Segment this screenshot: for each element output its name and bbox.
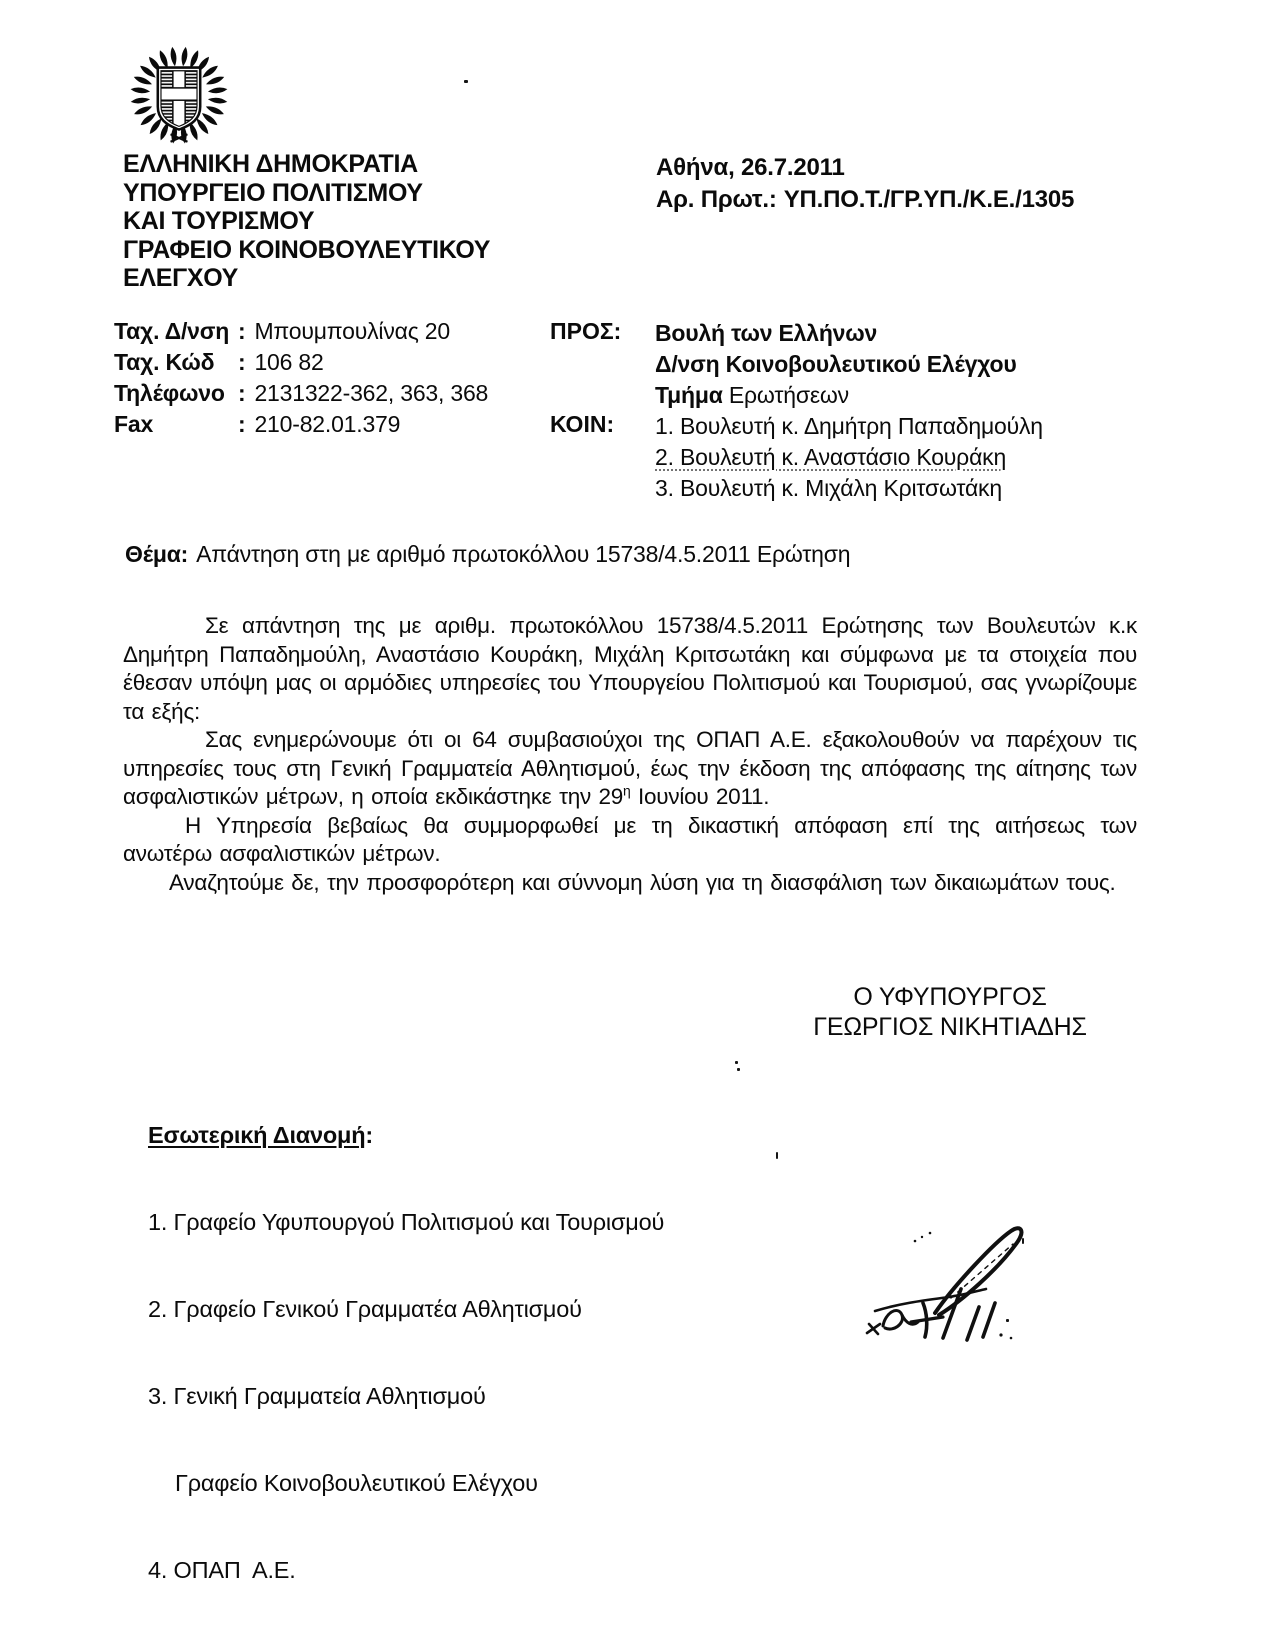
contact-value: 2131322-362, 363, 368 bbox=[254, 380, 489, 406]
contact-row: Fax : 210-82.01.379 bbox=[114, 411, 401, 437]
cc-line: 2. Βουλευτή κ. Αναστάσιο Κουράκη bbox=[655, 444, 1007, 470]
contact-row: Ταχ. Κώδ : 106 82 bbox=[114, 349, 324, 375]
scan-speck bbox=[464, 80, 468, 83]
subject-label: Θέμα: bbox=[125, 541, 189, 567]
distribution-heading: Εσωτερική Διανομή: bbox=[148, 1122, 374, 1148]
to-label: ΠΡΟΣ: bbox=[550, 318, 622, 344]
distribution-item-subline: Γραφείο Κοινοβουλευτικού Ελέγχου bbox=[175, 1470, 538, 1496]
cc-line: 3. Βουλευτή κ. Μιχάλη Κριτσωτάκη bbox=[655, 475, 1002, 501]
signer-name: ΓΕΩΡΓΙΟΣ ΝΙΚΗΤΙΑΔΗΣ bbox=[813, 1013, 1087, 1041]
scan-speck bbox=[1006, 1319, 1009, 1322]
cc-line: 1. Βουλευτή κ. Δημήτρη Παπαδημούλη bbox=[655, 413, 1043, 439]
contact-row: Ταχ. Δ/νση : Μπουμπουλίνας 20 bbox=[114, 318, 450, 344]
scan-speck bbox=[776, 1152, 778, 1159]
contact-value: Μπουμπουλίνας 20 bbox=[254, 318, 450, 344]
hellenic-republic-emblem-icon bbox=[126, 40, 232, 146]
body-paragraph: Σας ενημερώνουμε ότι οι 64 συμβασιούχοι της ΟΠΑΠ Α.Ε. εξακολουθούν να παρέχουν τις υπηρεσίες τους στη Γενική Γραμματεία Αθλητισμού, έως την έκδοση της απόφασης της αίτησης των ασφαλιστικών μέτρων, η οποία εκδικάστηκε την $29^\eta$ Ιουνίου 2011. bbox=[123, 727, 1137, 809]
signer-title: Ο ΥΦΥΠΟΥΡΓΟΣ bbox=[853, 983, 1047, 1011]
subject-line bbox=[125, 541, 850, 568]
recipient-line: Δ/νση Κοινοβουλευτικού Ελέγχου bbox=[655, 351, 1017, 377]
contact-value: 106 82 bbox=[254, 349, 324, 375]
recipient-line: Βουλή των Ελλήνων bbox=[655, 320, 878, 346]
distribution-item: 2. Γραφείο Γενικού Γραμματέα Αθλητισμού bbox=[148, 1296, 582, 1322]
recipients-list bbox=[655, 318, 1043, 504]
distribution-item: 1. Γραφείο Υφυπουργού Πολιτισμού και Τουρισμού bbox=[148, 1209, 665, 1235]
body-paragraph: Σε απάντηση της με αριθμ. πρωτοκόλλου 15738/4.5.2011 Ερώτησης των Βουλευτών κ.κ Δημήτρη Παπαδημούλη, Αναστάσιο Κουράκη, Μιχάλη Κριτσωτάκη και σύμφωνα με τα στοιχεία που έθεσαν υπόψη μας οι αρμόδιες υπηρεσίες του Υπουργείου Πολιτισμού και Τουρισμού, σας γνωρίζουμε τα εξής: bbox=[123, 613, 1137, 724]
internal-distribution bbox=[148, 1063, 664, 1643]
contact-value: 210-82.01.379 bbox=[254, 411, 401, 437]
distribution-item: 3. Γενική Γραμματεία Αθλητισμού bbox=[148, 1383, 486, 1409]
contact-row: Τηλέφωνο : 2131322-362, 363, 368 bbox=[114, 380, 489, 406]
scan-speck bbox=[1022, 1238, 1024, 1244]
signature-block bbox=[760, 982, 1140, 1042]
body-paragraph: Η Υπηρεσία βεβαίως θα συμμορφωθεί με τη δικαστική απόφαση επί της αιτήσεως των ανωτέρω ασφαλιστικών μέτρων. bbox=[123, 812, 1137, 866]
recipient-line: Τμήμα Ερωτήσεων bbox=[655, 382, 849, 408]
contact-block bbox=[114, 316, 488, 440]
scan-speck bbox=[735, 1061, 738, 1064]
letterhead bbox=[123, 150, 490, 293]
handwritten-initials-date bbox=[855, 1218, 1125, 1340]
scan-speck bbox=[737, 1068, 740, 1071]
letterhead-line: ΚΑΙ ΤΟΥΡΙΣΜΟΥ bbox=[123, 207, 315, 235]
city-date: Αθήνα, 26.7.2011 bbox=[656, 154, 845, 181]
protocol-number: ΥΠ.ΠΟ.Τ./ΓΡ.ΥΠ./Κ.Ε./1305 bbox=[783, 186, 1075, 213]
superscript-eta: η bbox=[623, 782, 631, 799]
letterhead-line: ΓΡΑΦΕΙΟ ΚΟΙΝΟΒΟΥΛΕΥΤΙΚΟΥ bbox=[123, 235, 491, 264]
body-paragraph: Αναζητούμε δε, την προσφορότερη και σύννομη λύση για τη διασφάλιση των δικαιωμάτων τους. bbox=[169, 869, 1116, 895]
date-protocol-block bbox=[656, 152, 1074, 216]
letterhead-line: ΕΛΕΓΧΟΥ bbox=[123, 264, 239, 292]
letter-body bbox=[123, 612, 1137, 897]
subject-text: Απάντηση στη με αριθμό πρωτοκόλλου 15738/4.5.2011 Ερώτηση bbox=[196, 541, 851, 567]
letterhead-line: ΕΛΛΗΝΙΚΗ ΔΗΜΟΚΡΑΤΙΑ bbox=[123, 150, 418, 178]
protocol-label: Αρ. Πρωτ.: bbox=[656, 186, 777, 213]
protocol-line bbox=[656, 184, 1074, 216]
cc-label: ΚΟΙΝ: bbox=[550, 411, 615, 437]
letterhead-line: ΥΠΟΥΡΓΕΙΟ ΠΟΛΙΤΙΣΜΟΥ bbox=[123, 178, 423, 207]
distribution-item: 4. ΟΠΑΠ Α.Ε. bbox=[148, 1557, 296, 1583]
